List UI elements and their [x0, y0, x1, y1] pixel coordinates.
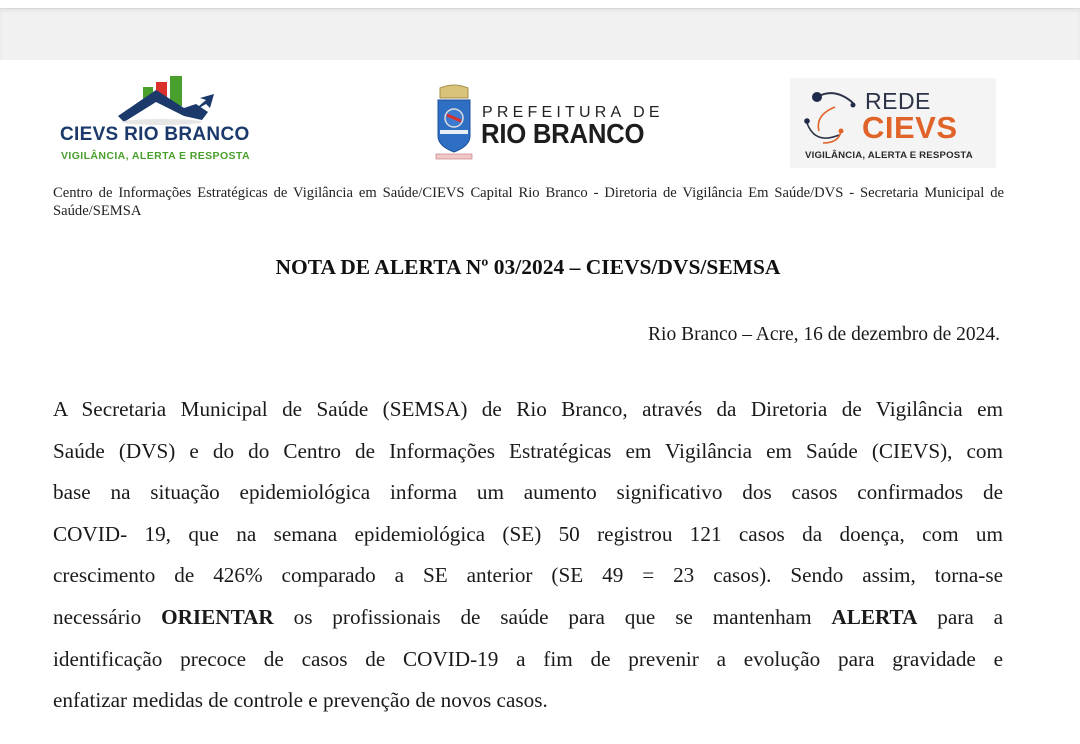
body-line-last: enfatizar medidas de controle e prevenção de novos casos. — [53, 688, 548, 713]
rede-logo-tagline: VIGILÂNCIA, ALERTA E RESPOSTA — [805, 150, 973, 161]
body-line: A Secretaria Municipal de Saúde (SEMSA) de Rio Branco, através da Diretoria de Vigilância em — [53, 397, 1003, 421]
text-segment: os profissionais de saúde para que se mantenham — [273, 604, 832, 629]
body-line: identificação precoce de casos de COVID-19 a fim de prevenir a evolução para gravidade e — [53, 646, 1003, 671]
body-paragraph — [53, 389, 1003, 722]
document-title: NOTA DE ALERTA Nº 03/2024 – CIEVS/DVS/SEMSA — [275, 255, 781, 279]
cievs-logo-tagline: VIGILÂNCIA, ALERTA E RESPOSTA — [61, 150, 250, 162]
orbit-network-icon — [795, 83, 865, 153]
chart-roof-icon — [56, 72, 281, 132]
viewer-toolbar — [0, 0, 1080, 60]
rede-logo-line1: REDE — [865, 88, 931, 114]
cievs-logo-name: CIEVS RIO BRANCO — [60, 124, 250, 145]
date-line: Rio Branco – Acre, 16 de dezembro de 2024. — [648, 324, 1000, 345]
body-line: COVID- 19, que na semana epidemiológica (SE) 50 registrou 121 casos da doença, com um — [53, 521, 1003, 546]
bold-orientar: ORIENTAR — [161, 604, 274, 629]
coat-of-arms-icon — [432, 84, 476, 162]
cievs-rio-branco-logo — [56, 72, 281, 167]
toolbar-band — [0, 8, 1080, 60]
prefeitura-line2: RIO BRANCO — [481, 118, 645, 149]
body-line: crescimento de 426% comparado a SE anterior (SE 49 = 23 casos). Sendo assim, torna-se — [53, 563, 1003, 588]
organization-header: Centro de Informações Estratégicas de Vigilância em Saúde/CIEVS Capital Rio Branco - Diretoria de Vigilância Em Saúde/DVS - Secretaria Municipal de Saúde/SEMSA — [53, 185, 1004, 219]
rede-cievs-logo — [790, 78, 996, 168]
rede-logo-line2: CIEVS — [862, 110, 958, 145]
body-line: Saúde (DVS) e do do Centro de Informações Estratégicas em Vigilância em Saúde (CIEVS), com — [53, 438, 1003, 463]
text-segment: necessário — [53, 604, 162, 629]
prefeitura-line1: PREFEITURA DE — [482, 104, 664, 121]
prefeitura-rio-branco-logo — [430, 84, 670, 164]
text-segment: para a — [917, 604, 1003, 629]
body-line-emphasis — [53, 597, 1003, 639]
body-line: base na situação epidemiológica informa um aumento significativo dos casos confirmados de — [53, 480, 1003, 505]
bold-alerta: ALERTA — [831, 604, 918, 629]
